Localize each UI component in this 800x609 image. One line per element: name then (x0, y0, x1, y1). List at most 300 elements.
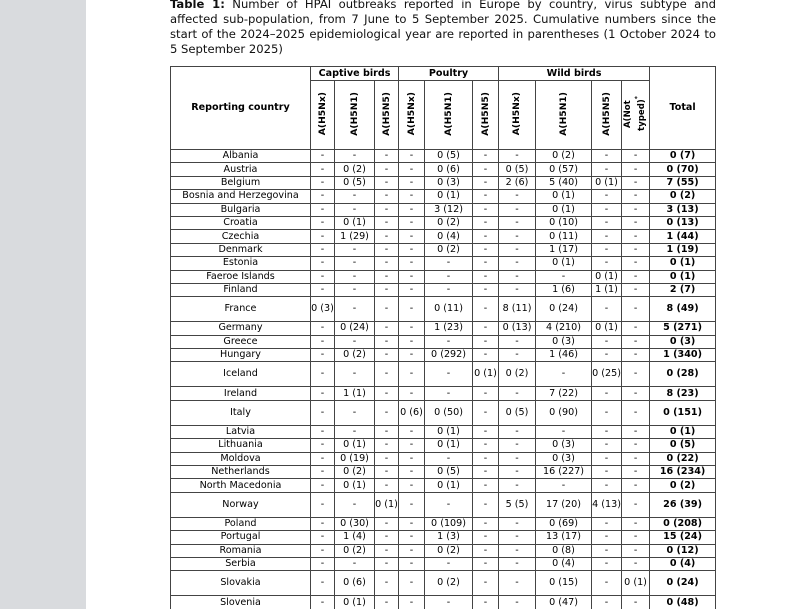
value-cell: - (311, 163, 335, 176)
value-cell: - (592, 466, 622, 479)
value-cell: 7 (22) (536, 387, 592, 400)
value-cell: 0 (5) (499, 163, 536, 176)
value-cell: - (375, 283, 399, 296)
header-subtype-label: A(Not typed)* (623, 96, 647, 131)
header-reporting-country: Reporting country (171, 67, 311, 150)
value-cell: - (473, 243, 499, 256)
table-row (171, 190, 716, 203)
value-cell: 0 (1) (622, 571, 650, 596)
value-cell: 0 (109) (425, 517, 473, 530)
value-cell: - (622, 349, 650, 362)
value-cell: - (499, 349, 536, 362)
header-subtype (311, 81, 335, 150)
header-subtype-label: A(H5N1) (348, 91, 360, 136)
value-cell: 0 (2) (499, 362, 536, 387)
total-cell: 1 (19) (650, 243, 716, 256)
value-cell: - (335, 400, 375, 425)
value-cell: - (311, 425, 335, 438)
value-cell: - (399, 150, 425, 163)
value-cell: - (311, 176, 335, 189)
value-cell: - (499, 257, 536, 270)
value-cell: - (399, 257, 425, 270)
value-cell: - (499, 230, 536, 243)
value-cell: - (592, 203, 622, 216)
value-cell: 0 (2) (335, 163, 375, 176)
value-cell: - (499, 466, 536, 479)
value-cell: - (499, 190, 536, 203)
value-cell: - (473, 571, 499, 596)
value-cell: - (311, 544, 335, 557)
value-cell: - (375, 297, 399, 322)
value-cell: - (592, 349, 622, 362)
table-row (171, 257, 716, 270)
value-cell: - (399, 203, 425, 216)
value-cell: - (499, 452, 536, 465)
value-cell: - (499, 531, 536, 544)
value-cell: - (425, 557, 473, 570)
total-cell: 3 (13) (650, 203, 716, 216)
value-cell: - (375, 425, 399, 438)
value-cell: 0 (2) (425, 571, 473, 596)
value-cell: - (622, 362, 650, 387)
value-cell: - (536, 362, 592, 387)
value-cell: - (473, 270, 499, 283)
value-cell: - (592, 479, 622, 492)
value-cell: - (499, 425, 536, 438)
value-cell: - (399, 596, 425, 609)
value-cell: - (499, 243, 536, 256)
value-cell: 1 (29) (335, 230, 375, 243)
value-cell: - (375, 190, 399, 203)
value-cell: - (622, 270, 650, 283)
value-cell: - (399, 517, 425, 530)
value-cell: - (375, 163, 399, 176)
document-page (86, 0, 800, 609)
value-cell: - (622, 517, 650, 530)
value-cell: - (499, 270, 536, 283)
value-cell: 0 (57) (536, 163, 592, 176)
total-cell: 0 (12) (650, 544, 716, 557)
value-cell: - (311, 531, 335, 544)
country-cell: Iceland (171, 362, 311, 387)
header-subtype (335, 81, 375, 150)
value-cell: - (473, 150, 499, 163)
value-cell: - (311, 283, 335, 296)
value-cell: 0 (3) (536, 439, 592, 452)
value-cell: - (399, 335, 425, 348)
total-cell: 1 (44) (650, 230, 716, 243)
value-cell: 0 (24) (335, 322, 375, 335)
value-cell: 0 (10) (536, 216, 592, 229)
table-row (171, 596, 716, 609)
value-cell: - (375, 466, 399, 479)
value-cell: 17 (20) (536, 492, 592, 517)
value-cell: - (622, 387, 650, 400)
value-cell: - (399, 387, 425, 400)
value-cell: - (473, 283, 499, 296)
table-row (171, 492, 716, 517)
country-cell: Poland (171, 517, 311, 530)
country-cell: Lithuania (171, 439, 311, 452)
value-cell: 0 (69) (536, 517, 592, 530)
header-group-wild-birds: Wild birds (499, 67, 650, 81)
table-row (171, 270, 716, 283)
value-cell: 1 (6) (536, 283, 592, 296)
value-cell: 0 (1) (536, 257, 592, 270)
value-cell: 0 (4) (425, 230, 473, 243)
value-cell: - (622, 257, 650, 270)
value-cell: 0 (1) (425, 425, 473, 438)
value-cell: 0 (292) (425, 349, 473, 362)
value-cell: - (499, 283, 536, 296)
value-cell: - (375, 216, 399, 229)
header-subtype-label: A(H5N5) (380, 91, 392, 136)
value-cell: - (311, 400, 335, 425)
value-cell: - (399, 297, 425, 322)
country-cell: France (171, 297, 311, 322)
value-cell: - (473, 400, 499, 425)
value-cell: 1 (46) (536, 349, 592, 362)
value-cell: 0 (5) (425, 466, 473, 479)
value-cell: - (499, 544, 536, 557)
value-cell: - (399, 425, 425, 438)
value-cell: 0 (50) (425, 400, 473, 425)
table-row (171, 203, 716, 216)
value-cell: - (375, 176, 399, 189)
value-cell: - (335, 270, 375, 283)
header-subtype (425, 81, 473, 150)
country-cell: Netherlands (171, 466, 311, 479)
value-cell: - (311, 216, 335, 229)
country-cell: Hungary (171, 349, 311, 362)
value-cell: - (622, 176, 650, 189)
not-typed-footnote-mark: * (634, 96, 642, 100)
total-cell: 0 (22) (650, 452, 716, 465)
total-cell: 0 (2) (650, 190, 716, 203)
value-cell: 0 (1) (425, 439, 473, 452)
country-cell: Czechia (171, 230, 311, 243)
value-cell: - (399, 479, 425, 492)
value-cell: 0 (5) (499, 400, 536, 425)
value-cell: - (375, 270, 399, 283)
value-cell: - (399, 322, 425, 335)
value-cell: - (622, 335, 650, 348)
value-cell: - (473, 349, 499, 362)
value-cell: 0 (30) (335, 517, 375, 530)
value-cell: - (622, 479, 650, 492)
value-cell: - (622, 230, 650, 243)
value-cell: - (622, 400, 650, 425)
value-cell: - (622, 297, 650, 322)
country-cell: Germany (171, 322, 311, 335)
table-row (171, 176, 716, 189)
value-cell: 0 (1) (375, 492, 399, 517)
value-cell: - (335, 362, 375, 387)
total-cell: 0 (7) (650, 150, 716, 163)
value-cell: - (311, 243, 335, 256)
header-subtype-label: A(H5N5) (600, 91, 612, 136)
country-cell: Estonia (171, 257, 311, 270)
country-cell: Bosnia and Herzegovina (171, 190, 311, 203)
value-cell: - (499, 571, 536, 596)
value-cell: 13 (17) (536, 531, 592, 544)
value-cell: - (375, 596, 399, 609)
table-row (171, 439, 716, 452)
table-row (171, 362, 716, 387)
country-cell: Faeroe Islands (171, 270, 311, 283)
country-cell: Moldova (171, 452, 311, 465)
value-cell: 0 (1) (473, 362, 499, 387)
value-cell: - (399, 544, 425, 557)
value-cell: - (592, 425, 622, 438)
value-cell: - (499, 439, 536, 452)
country-cell: Denmark (171, 243, 311, 256)
value-cell: - (592, 243, 622, 256)
value-cell: - (473, 190, 499, 203)
country-cell: Belgium (171, 176, 311, 189)
value-cell: - (335, 203, 375, 216)
value-cell: 0 (1) (592, 270, 622, 283)
total-cell: 0 (13) (650, 216, 716, 229)
value-cell: - (335, 283, 375, 296)
value-cell: - (375, 544, 399, 557)
value-cell: - (425, 283, 473, 296)
value-cell: 0 (5) (335, 176, 375, 189)
total-cell: 0 (24) (650, 571, 716, 596)
value-cell: - (311, 349, 335, 362)
value-cell: - (375, 335, 399, 348)
value-cell: - (622, 557, 650, 570)
header-subtype-label: A(H5N5) (479, 91, 491, 136)
value-cell: 1 (23) (425, 322, 473, 335)
table-row (171, 452, 716, 465)
country-cell: Finland (171, 283, 311, 296)
value-cell: 0 (13) (499, 322, 536, 335)
value-cell: - (592, 571, 622, 596)
value-cell: 0 (1) (335, 596, 375, 609)
value-cell: - (622, 190, 650, 203)
value-cell: - (499, 557, 536, 570)
value-cell: - (399, 270, 425, 283)
value-cell: - (311, 230, 335, 243)
value-cell: 0 (2) (425, 216, 473, 229)
value-cell: - (375, 387, 399, 400)
value-cell: 0 (1) (592, 176, 622, 189)
value-cell: - (425, 596, 473, 609)
value-cell: - (311, 571, 335, 596)
value-cell: 0 (3) (536, 452, 592, 465)
value-cell: 0 (1) (335, 216, 375, 229)
viewer-gutter (0, 0, 86, 609)
value-cell: - (425, 492, 473, 517)
total-cell: 0 (48) (650, 596, 716, 609)
total-cell: 1 (340) (650, 349, 716, 362)
value-cell: - (399, 466, 425, 479)
value-cell: - (399, 557, 425, 570)
value-cell: 0 (1) (592, 322, 622, 335)
value-cell: - (335, 257, 375, 270)
value-cell: - (499, 150, 536, 163)
country-cell: Latvia (171, 425, 311, 438)
value-cell: 0 (8) (536, 544, 592, 557)
value-cell: - (375, 571, 399, 596)
value-cell: - (311, 439, 335, 452)
value-cell: - (311, 466, 335, 479)
total-cell: 5 (271) (650, 322, 716, 335)
value-cell: - (399, 362, 425, 387)
value-cell: 0 (19) (335, 452, 375, 465)
value-cell: 0 (2) (425, 243, 473, 256)
table-row (171, 216, 716, 229)
value-cell: - (311, 190, 335, 203)
value-cell: - (592, 150, 622, 163)
total-cell: 8 (49) (650, 297, 716, 322)
value-cell: - (425, 362, 473, 387)
value-cell: - (311, 203, 335, 216)
table-row (171, 479, 716, 492)
value-cell: - (473, 466, 499, 479)
value-cell: - (399, 190, 425, 203)
header-subtype-label: A(H5N1) (557, 91, 569, 136)
value-cell: 0 (1) (425, 190, 473, 203)
table-row (171, 163, 716, 176)
value-cell: - (311, 150, 335, 163)
country-cell: Norway (171, 492, 311, 517)
value-cell: - (592, 216, 622, 229)
country-cell: Bulgaria (171, 203, 311, 216)
header-subtype-label: A(H5Nx) (316, 91, 328, 136)
value-cell: - (473, 322, 499, 335)
value-cell: - (536, 425, 592, 438)
total-cell: 0 (5) (650, 439, 716, 452)
value-cell: - (473, 335, 499, 348)
value-cell: - (499, 596, 536, 609)
table-row (171, 150, 716, 163)
table-row (171, 243, 716, 256)
header-subtype-label: A(H5Nx) (511, 91, 523, 136)
total-cell: 8 (23) (650, 387, 716, 400)
total-cell: 0 (2) (650, 479, 716, 492)
total-cell: 0 (1) (650, 270, 716, 283)
value-cell: 0 (3) (311, 297, 335, 322)
total-cell: 2 (7) (650, 283, 716, 296)
value-cell: - (311, 517, 335, 530)
hpai-outbreaks-table (170, 66, 716, 609)
value-cell: 0 (2) (536, 150, 592, 163)
value-cell: - (399, 230, 425, 243)
value-cell: - (473, 557, 499, 570)
value-cell: - (592, 230, 622, 243)
value-cell: - (592, 387, 622, 400)
caption-label: Table 1: (170, 0, 225, 11)
value-cell: - (399, 176, 425, 189)
value-cell: - (592, 190, 622, 203)
value-cell: 0 (1) (536, 190, 592, 203)
country-cell: Slovenia (171, 596, 311, 609)
country-cell: Ireland (171, 387, 311, 400)
value-cell: - (473, 531, 499, 544)
table-row (171, 387, 716, 400)
value-cell: 0 (6) (399, 400, 425, 425)
header-subtype-label: A(H5N1) (442, 91, 454, 136)
value-cell: - (622, 425, 650, 438)
value-cell: 0 (6) (425, 163, 473, 176)
value-cell: 0 (3) (536, 335, 592, 348)
value-cell: 0 (6) (335, 571, 375, 596)
value-cell: - (311, 596, 335, 609)
value-cell: - (311, 557, 335, 570)
value-cell: - (592, 544, 622, 557)
value-cell: 0 (15) (536, 571, 592, 596)
header-subtype (499, 81, 536, 150)
value-cell: - (335, 150, 375, 163)
value-cell: - (375, 517, 399, 530)
total-cell: 0 (3) (650, 335, 716, 348)
header-subtype (473, 81, 499, 150)
value-cell: - (592, 257, 622, 270)
value-cell: - (622, 216, 650, 229)
value-cell: - (375, 257, 399, 270)
country-cell: Italy (171, 400, 311, 425)
table-row (171, 297, 716, 322)
header-subtype (399, 81, 425, 150)
table-row (171, 349, 716, 362)
value-cell: 0 (1) (335, 439, 375, 452)
country-cell: Romania (171, 544, 311, 557)
value-cell: 0 (11) (425, 297, 473, 322)
value-cell: 0 (2) (425, 544, 473, 557)
value-cell: - (499, 479, 536, 492)
header-group-poultry: Poultry (399, 67, 499, 81)
value-cell: - (311, 479, 335, 492)
value-cell: - (473, 203, 499, 216)
value-cell: - (622, 283, 650, 296)
value-cell: - (622, 544, 650, 557)
table-row (171, 517, 716, 530)
total-cell: 7 (55) (650, 176, 716, 189)
value-cell: - (335, 425, 375, 438)
value-cell: - (592, 531, 622, 544)
value-cell: 0 (2) (335, 349, 375, 362)
header-subtype (592, 81, 622, 150)
value-cell: 1 (1) (335, 387, 375, 400)
value-cell: - (311, 492, 335, 517)
total-cell: 0 (208) (650, 517, 716, 530)
value-cell: - (311, 452, 335, 465)
value-cell: - (622, 492, 650, 517)
value-cell: - (592, 517, 622, 530)
table-row (171, 571, 716, 596)
country-cell: Serbia (171, 557, 311, 570)
value-cell: - (473, 596, 499, 609)
value-cell: - (399, 571, 425, 596)
value-cell: - (335, 557, 375, 570)
value-cell: 0 (3) (425, 176, 473, 189)
total-cell: 15 (24) (650, 531, 716, 544)
value-cell: - (622, 466, 650, 479)
value-cell: - (311, 322, 335, 335)
value-cell: 0 (2) (335, 544, 375, 557)
value-cell: 0 (25) (592, 362, 622, 387)
value-cell: - (425, 257, 473, 270)
table-caption (170, 0, 716, 57)
value-cell: - (499, 517, 536, 530)
value-cell: 0 (1) (335, 479, 375, 492)
value-cell: - (425, 387, 473, 400)
value-cell: - (399, 492, 425, 517)
value-cell: - (473, 479, 499, 492)
value-cell: - (375, 531, 399, 544)
